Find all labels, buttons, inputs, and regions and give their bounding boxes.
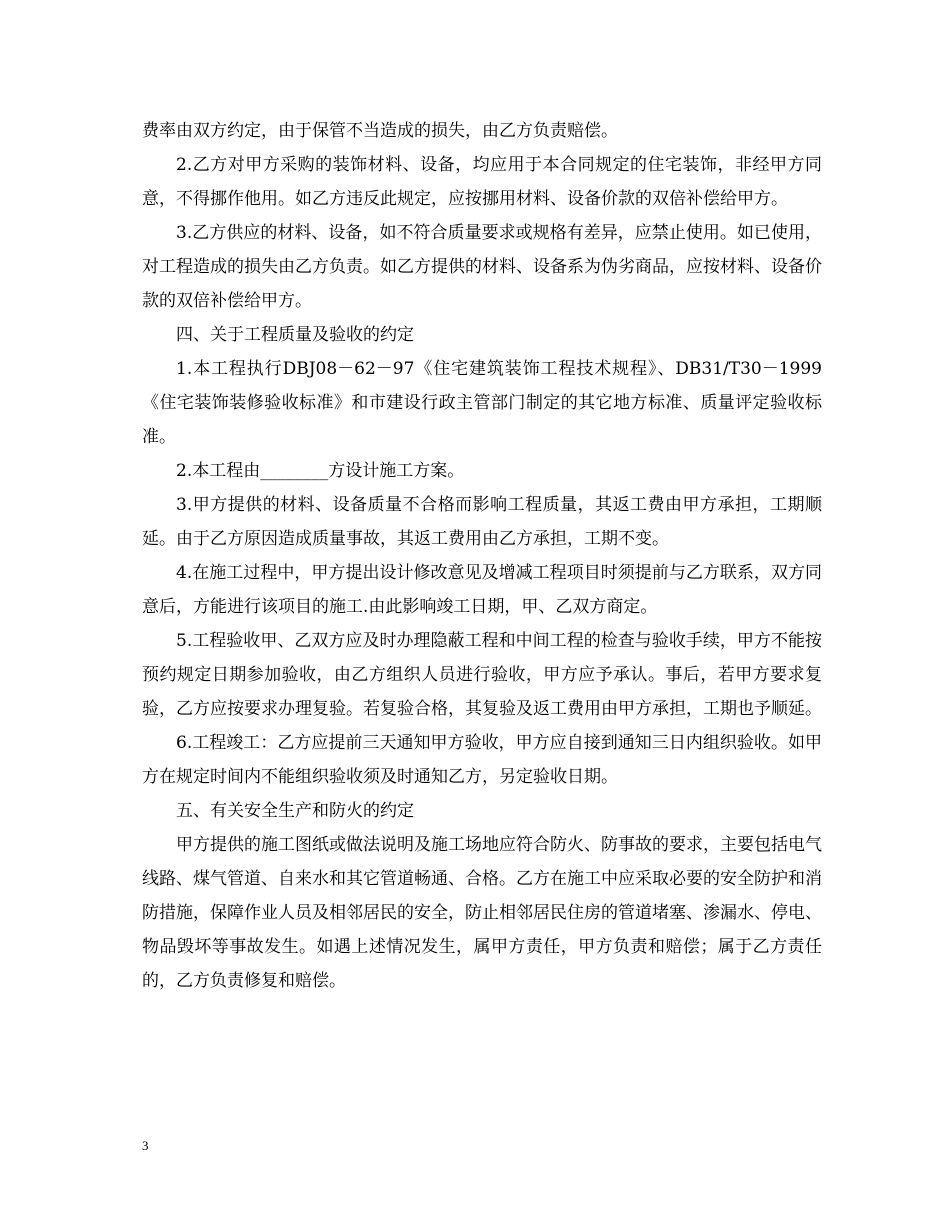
paragraph: 5.工程验收甲、乙双方应及时办理隐蔽工程和中间工程的检查与验收手续，甲方不能按预约规定日期参加验收，由乙方组织人员进行验收，甲方应予承认。事后，若甲方要求复验，乙方应按要求办理复验。若复验合格，其复验及返工费用由甲方承担，工期也予顺延。 <box>142 631 822 719</box>
document-body <box>142 114 822 998</box>
page-number: 3 <box>142 1138 149 1153</box>
section-heading: 四、关于工程质量及验收的约定 <box>176 325 414 345</box>
paragraph: 4.在施工过程中，甲方提出设计修改意见及增减工程项目时须提前与乙方联系，双方同意后，方能进行该项目的施工.由此影响竣工日期，甲、乙双方商定。 <box>142 563 822 617</box>
paragraph: 3.甲方提供的材料、设备质量不合格而影响工程质量，其返工费由甲方承担，工期顺延。由于乙方原因造成质量事故，其返工费用由乙方承担，工期不变。 <box>142 495 822 549</box>
paragraph: 1.本工程执行DBJ08－62－97《住宅建筑装饰工程技术规程》、DB31/T30－1999《住宅装饰装修验收标准》和市建设行政主管部门制定的其它地方标准、质量评定验收标准。 <box>142 359 822 447</box>
paragraph: 2.本工程由________方设计施工方案。 <box>176 461 465 481</box>
section-heading: 五、有关安全生产和防火的约定 <box>176 801 414 821</box>
paragraph: 费率由双方约定，由于保管不当造成的损失，由乙方负责赔偿。 <box>142 121 618 141</box>
paragraph: 6.工程竣工：乙方应提前三天通知甲方验收，甲方应自接到通知三日内组织验收。如甲方在规定时间内不能组织验收须及时通知乙方，另定验收日期。 <box>142 733 822 787</box>
paragraph: 甲方提供的施工图纸或做法说明及施工场地应符合防火、防事故的要求，主要包括电气线路、煤气管道、自来水和其它管道畅通、合格。乙方在施工中应采取必要的安全防护和消防措施，保障作业人员及相邻居民的安全，防止相邻居民住房的管道堵塞、渗漏水、停电、物品毁坏等事故发生。如遇上述情况发生，属甲方责任，甲方负责和赔偿；属于乙方责任的，乙方负责修复和赔偿。 <box>142 835 822 991</box>
paragraph: 2.乙方对甲方采购的装饰材料、设备，均应用于本合同规定的住宅装饰，非经甲方同意，不得挪作他用。如乙方违反此规定，应按挪用材料、设备价款的双倍补偿给甲方。 <box>142 155 822 209</box>
paragraph: 3.乙方供应的材料、设备，如不符合质量要求或规格有差异，应禁止使用。如已使用，对工程造成的损失由乙方负责。如乙方提供的材料、设备系为伪劣商品，应按材料、设备价款的双倍补偿给甲方。 <box>142 223 822 311</box>
